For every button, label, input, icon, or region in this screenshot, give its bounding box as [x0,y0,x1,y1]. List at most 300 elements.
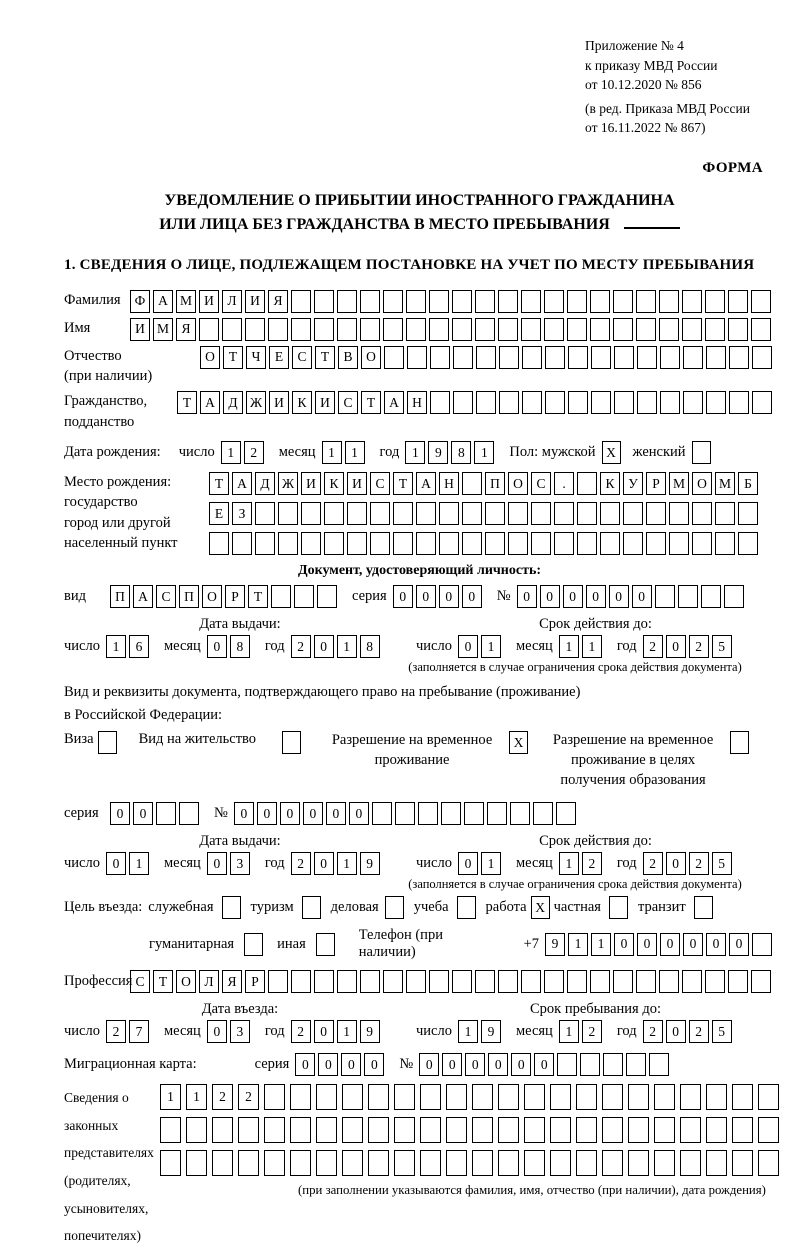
char-box[interactable] [724,585,744,608]
char-box[interactable] [705,318,725,341]
char-box[interactable]: Р [245,970,265,993]
char-box[interactable]: У [623,472,643,495]
char-box[interactable] [752,346,772,369]
char-box[interactable] [637,346,657,369]
char-box[interactable] [464,802,484,825]
char-box[interactable] [370,502,390,525]
purpose-humanitarian-checkbox[interactable] [244,933,263,956]
char-box[interactable] [452,290,472,313]
char-box[interactable] [337,290,357,313]
char-box[interactable]: 0 [419,1053,439,1076]
char-box[interactable] [498,290,518,313]
sex-male-checkbox[interactable]: X [602,441,621,464]
char-box[interactable]: 0 [729,933,749,956]
char-box[interactable] [591,391,611,414]
char-box[interactable]: 2 [238,1084,259,1110]
char-box[interactable] [738,502,758,525]
char-box[interactable] [238,1117,259,1143]
char-box[interactable] [752,933,772,956]
char-box[interactable] [430,391,450,414]
char-box[interactable]: Я [176,318,196,341]
char-box[interactable] [591,346,611,369]
char-box[interactable]: М [176,290,196,313]
char-box[interactable] [613,290,633,313]
char-box[interactable] [680,1150,701,1176]
char-box[interactable]: Л [199,970,219,993]
char-box[interactable] [614,346,634,369]
char-box[interactable]: Ж [246,391,266,414]
char-box[interactable] [636,290,656,313]
char-box[interactable]: С [130,970,150,993]
char-box[interactable] [692,532,712,555]
char-box[interactable]: 0 [257,802,277,825]
char-box[interactable] [314,290,334,313]
char-box[interactable] [659,970,679,993]
char-box[interactable]: С [531,472,551,495]
char-box[interactable] [626,1053,646,1076]
char-box[interactable]: М [153,318,173,341]
char-box[interactable] [441,802,461,825]
char-box[interactable] [430,346,450,369]
char-box[interactable] [290,1150,311,1176]
char-box[interactable]: 0 [458,852,478,875]
char-box[interactable] [524,1150,545,1176]
char-box[interactable]: 9 [360,852,380,875]
char-box[interactable] [485,532,505,555]
char-box[interactable] [728,290,748,313]
char-box[interactable]: Т [153,970,173,993]
char-box[interactable] [498,1150,519,1176]
char-box[interactable] [407,346,427,369]
char-box[interactable]: С [156,585,176,608]
char-box[interactable] [199,318,219,341]
char-box[interactable] [636,970,656,993]
char-box[interactable]: 0 [540,585,560,608]
char-box[interactable] [294,585,314,608]
char-box[interactable] [264,1117,285,1143]
char-box[interactable]: 7 [129,1020,149,1043]
char-box[interactable] [715,532,735,555]
char-box[interactable] [301,532,321,555]
char-box[interactable]: Я [268,290,288,313]
char-box[interactable]: 1 [337,1020,357,1043]
char-box[interactable] [550,1117,571,1143]
char-box[interactable] [301,502,321,525]
char-box[interactable] [628,1084,649,1110]
char-box[interactable] [420,1117,441,1143]
char-box[interactable] [416,532,436,555]
char-box[interactable] [475,290,495,313]
char-box[interactable]: 9 [360,1020,380,1043]
char-box[interactable] [758,1117,779,1143]
char-box[interactable] [160,1117,181,1143]
char-box[interactable]: 2 [643,635,663,658]
char-box[interactable]: 1 [129,852,149,875]
char-box[interactable] [439,502,459,525]
char-box[interactable] [278,532,298,555]
char-box[interactable]: 0 [609,585,629,608]
char-box[interactable] [406,970,426,993]
char-box[interactable] [738,532,758,555]
visa-checkbox[interactable] [98,731,117,754]
char-box[interactable]: 0 [563,585,583,608]
char-box[interactable] [420,1084,441,1110]
char-box[interactable] [646,532,666,555]
char-box[interactable]: И [269,391,289,414]
char-box[interactable]: 0 [295,1053,315,1076]
char-box[interactable]: 0 [234,802,254,825]
char-box[interactable] [222,318,242,341]
char-box[interactable] [316,1117,337,1143]
char-box[interactable] [706,346,726,369]
char-box[interactable] [545,346,565,369]
char-box[interactable] [472,1150,493,1176]
char-box[interactable] [556,802,576,825]
char-box[interactable] [452,318,472,341]
char-box[interactable] [368,1150,389,1176]
char-box[interactable]: 6 [129,635,149,658]
char-box[interactable] [728,970,748,993]
char-box[interactable] [701,585,721,608]
char-box[interactable]: 0 [462,585,482,608]
char-box[interactable]: Т [393,472,413,495]
char-box[interactable] [472,1117,493,1143]
char-box[interactable] [342,1117,363,1143]
char-box[interactable] [475,318,495,341]
purpose-private-checkbox[interactable] [609,896,628,919]
char-box[interactable] [439,532,459,555]
char-box[interactable]: 2 [244,441,264,464]
char-box[interactable] [453,346,473,369]
char-box[interactable] [590,970,610,993]
char-box[interactable] [758,1084,779,1110]
char-box[interactable] [395,802,415,825]
char-box[interactable] [255,532,275,555]
char-box[interactable] [498,970,518,993]
char-box[interactable] [576,1084,597,1110]
char-box[interactable]: 1 [591,933,611,956]
char-box[interactable] [429,290,449,313]
char-box[interactable] [521,290,541,313]
char-box[interactable] [255,502,275,525]
char-box[interactable]: К [324,472,344,495]
char-box[interactable] [394,1117,415,1143]
char-box[interactable]: 1 [160,1084,181,1110]
char-box[interactable] [654,1150,675,1176]
char-box[interactable] [751,970,771,993]
char-box[interactable] [531,532,551,555]
char-box[interactable] [342,1150,363,1176]
char-box[interactable] [347,502,367,525]
char-box[interactable]: 1 [582,635,602,658]
char-box[interactable] [498,318,518,341]
char-box[interactable]: 1 [405,441,425,464]
char-box[interactable] [360,970,380,993]
char-box[interactable] [238,1150,259,1176]
char-box[interactable]: 8 [230,635,250,658]
char-box[interactable] [576,1117,597,1143]
char-box[interactable]: 0 [106,852,126,875]
char-box[interactable] [705,970,725,993]
char-box[interactable] [715,502,735,525]
char-box[interactable]: 1 [458,1020,478,1043]
char-box[interactable] [568,391,588,414]
purpose-business-checkbox[interactable] [222,896,241,919]
char-box[interactable]: 0 [207,852,227,875]
char-box[interactable] [453,391,473,414]
char-box[interactable] [682,970,702,993]
char-box[interactable]: 0 [683,933,703,956]
char-box[interactable]: О [361,346,381,369]
char-box[interactable]: И [301,472,321,495]
char-box[interactable] [524,1117,545,1143]
char-box[interactable] [383,290,403,313]
char-box[interactable] [602,1084,623,1110]
char-box[interactable] [544,970,564,993]
char-box[interactable] [462,502,482,525]
char-box[interactable]: 0 [314,635,334,658]
char-box[interactable]: А [384,391,404,414]
char-box[interactable] [487,802,507,825]
char-box[interactable] [554,502,574,525]
char-box[interactable] [508,502,528,525]
char-box[interactable] [706,1084,727,1110]
char-box[interactable] [446,1117,467,1143]
char-box[interactable]: 1 [481,852,501,875]
char-box[interactable]: 0 [326,802,346,825]
purpose-tourism-checkbox[interactable] [302,896,321,919]
char-box[interactable] [751,318,771,341]
char-box[interactable]: Л [222,290,242,313]
char-box[interactable] [590,290,610,313]
char-box[interactable] [628,1117,649,1143]
char-box[interactable]: 9 [428,441,448,464]
char-box[interactable]: А [232,472,252,495]
char-box[interactable]: 2 [291,852,311,875]
char-box[interactable]: З [232,502,252,525]
char-box[interactable]: 0 [488,1053,508,1076]
char-box[interactable]: С [292,346,312,369]
char-box[interactable] [544,318,564,341]
char-box[interactable]: 0 [614,933,634,956]
char-box[interactable]: А [200,391,220,414]
char-box[interactable] [429,318,449,341]
char-box[interactable]: М [669,472,689,495]
char-box[interactable]: 5 [712,852,732,875]
char-box[interactable] [655,585,675,608]
char-box[interactable]: 1 [106,635,126,658]
char-box[interactable] [669,502,689,525]
char-box[interactable] [160,1150,181,1176]
char-box[interactable] [600,532,620,555]
char-box[interactable]: Т [209,472,229,495]
char-box[interactable]: 1 [337,635,357,658]
char-box[interactable] [499,391,519,414]
char-box[interactable] [590,318,610,341]
char-box[interactable]: 0 [416,585,436,608]
char-box[interactable] [732,1117,753,1143]
char-box[interactable] [580,1053,600,1076]
char-box[interactable] [368,1084,389,1110]
char-box[interactable] [372,802,392,825]
char-box[interactable]: 9 [545,933,565,956]
char-box[interactable] [232,532,252,555]
char-box[interactable] [264,1084,285,1110]
char-box[interactable] [508,532,528,555]
char-box[interactable] [623,502,643,525]
char-box[interactable] [728,318,748,341]
char-box[interactable]: А [133,585,153,608]
char-box[interactable] [623,532,643,555]
char-box[interactable] [654,1084,675,1110]
char-box[interactable]: 2 [212,1084,233,1110]
char-box[interactable] [682,318,702,341]
char-box[interactable]: 0 [637,933,657,956]
char-box[interactable] [337,318,357,341]
char-box[interactable] [406,318,426,341]
char-box[interactable]: Н [407,391,427,414]
char-box[interactable]: Р [225,585,245,608]
char-box[interactable] [545,391,565,414]
char-box[interactable] [383,970,403,993]
char-box[interactable]: 0 [314,852,334,875]
char-box[interactable]: 0 [632,585,652,608]
char-box[interactable] [654,1117,675,1143]
char-box[interactable] [577,502,597,525]
char-box[interactable] [659,318,679,341]
char-box[interactable]: О [692,472,712,495]
char-box[interactable]: 1 [568,933,588,956]
char-box[interactable]: И [130,318,150,341]
char-box[interactable] [271,585,291,608]
char-box[interactable]: О [202,585,222,608]
char-box[interactable] [476,346,496,369]
char-box[interactable] [212,1150,233,1176]
char-box[interactable]: 8 [451,441,471,464]
char-box[interactable] [268,970,288,993]
char-box[interactable] [394,1150,415,1176]
char-box[interactable]: 2 [291,635,311,658]
char-box[interactable] [680,1084,701,1110]
char-box[interactable]: А [416,472,436,495]
char-box[interactable]: И [315,391,335,414]
char-box[interactable]: 0 [280,802,300,825]
char-box[interactable]: 1 [559,635,579,658]
char-box[interactable] [706,1117,727,1143]
char-box[interactable]: Ч [246,346,266,369]
char-box[interactable]: 8 [360,635,380,658]
char-box[interactable] [314,318,334,341]
char-box[interactable] [522,346,542,369]
char-box[interactable] [485,502,505,525]
char-box[interactable]: И [347,472,367,495]
char-box[interactable] [446,1084,467,1110]
char-box[interactable] [680,1117,701,1143]
char-box[interactable] [393,532,413,555]
char-box[interactable]: 0 [341,1053,361,1076]
char-box[interactable] [568,346,588,369]
char-box[interactable] [429,970,449,993]
char-box[interactable]: П [179,585,199,608]
char-box[interactable] [314,970,334,993]
char-box[interactable]: 2 [582,1020,602,1043]
char-box[interactable]: 1 [221,441,241,464]
char-box[interactable] [324,502,344,525]
char-box[interactable]: И [245,290,265,313]
char-box[interactable]: Д [255,472,275,495]
char-box[interactable]: Ж [278,472,298,495]
char-box[interactable]: Н [439,472,459,495]
char-box[interactable] [521,970,541,993]
sex-female-checkbox[interactable] [692,441,711,464]
char-box[interactable] [264,1150,285,1176]
char-box[interactable]: 1 [559,1020,579,1043]
char-box[interactable]: 0 [393,585,413,608]
char-box[interactable] [347,532,367,555]
char-box[interactable]: Я [222,970,242,993]
purpose-study-checkbox[interactable] [457,896,476,919]
char-box[interactable] [729,346,749,369]
char-box[interactable]: 2 [643,1020,663,1043]
char-box[interactable]: 2 [689,1020,709,1043]
char-box[interactable] [567,290,587,313]
char-box[interactable] [705,290,725,313]
char-box[interactable] [550,1150,571,1176]
char-box[interactable]: Д [223,391,243,414]
char-box[interactable] [446,1150,467,1176]
char-box[interactable] [577,472,597,495]
char-box[interactable] [498,1084,519,1110]
char-box[interactable] [179,802,199,825]
purpose-other-checkbox[interactable] [316,933,335,956]
char-box[interactable] [510,802,530,825]
char-box[interactable]: 0 [133,802,153,825]
char-box[interactable] [268,318,288,341]
char-box[interactable] [360,290,380,313]
char-box[interactable]: С [370,472,390,495]
char-box[interactable]: 3 [230,852,250,875]
char-box[interactable] [554,532,574,555]
char-box[interactable] [533,802,553,825]
char-box[interactable] [692,502,712,525]
char-box[interactable] [472,1084,493,1110]
char-box[interactable]: 0 [706,933,726,956]
char-box[interactable] [360,318,380,341]
char-box[interactable] [290,1084,311,1110]
char-box[interactable]: И [199,290,219,313]
char-box[interactable] [521,318,541,341]
char-box[interactable]: Е [269,346,289,369]
char-box[interactable] [567,318,587,341]
char-box[interactable]: Е [209,502,229,525]
char-box[interactable]: 1 [322,441,342,464]
char-box[interactable]: 0 [207,635,227,658]
char-box[interactable] [732,1150,753,1176]
char-box[interactable] [524,1084,545,1110]
char-box[interactable]: 2 [689,635,709,658]
char-box[interactable] [758,1150,779,1176]
char-box[interactable] [683,391,703,414]
char-box[interactable]: 2 [582,852,602,875]
char-box[interactable] [522,391,542,414]
char-box[interactable] [291,318,311,341]
char-box[interactable] [683,346,703,369]
char-box[interactable] [406,290,426,313]
char-box[interactable] [752,391,772,414]
char-box[interactable]: 1 [337,852,357,875]
char-box[interactable] [577,532,597,555]
char-box[interactable]: 1 [481,635,501,658]
